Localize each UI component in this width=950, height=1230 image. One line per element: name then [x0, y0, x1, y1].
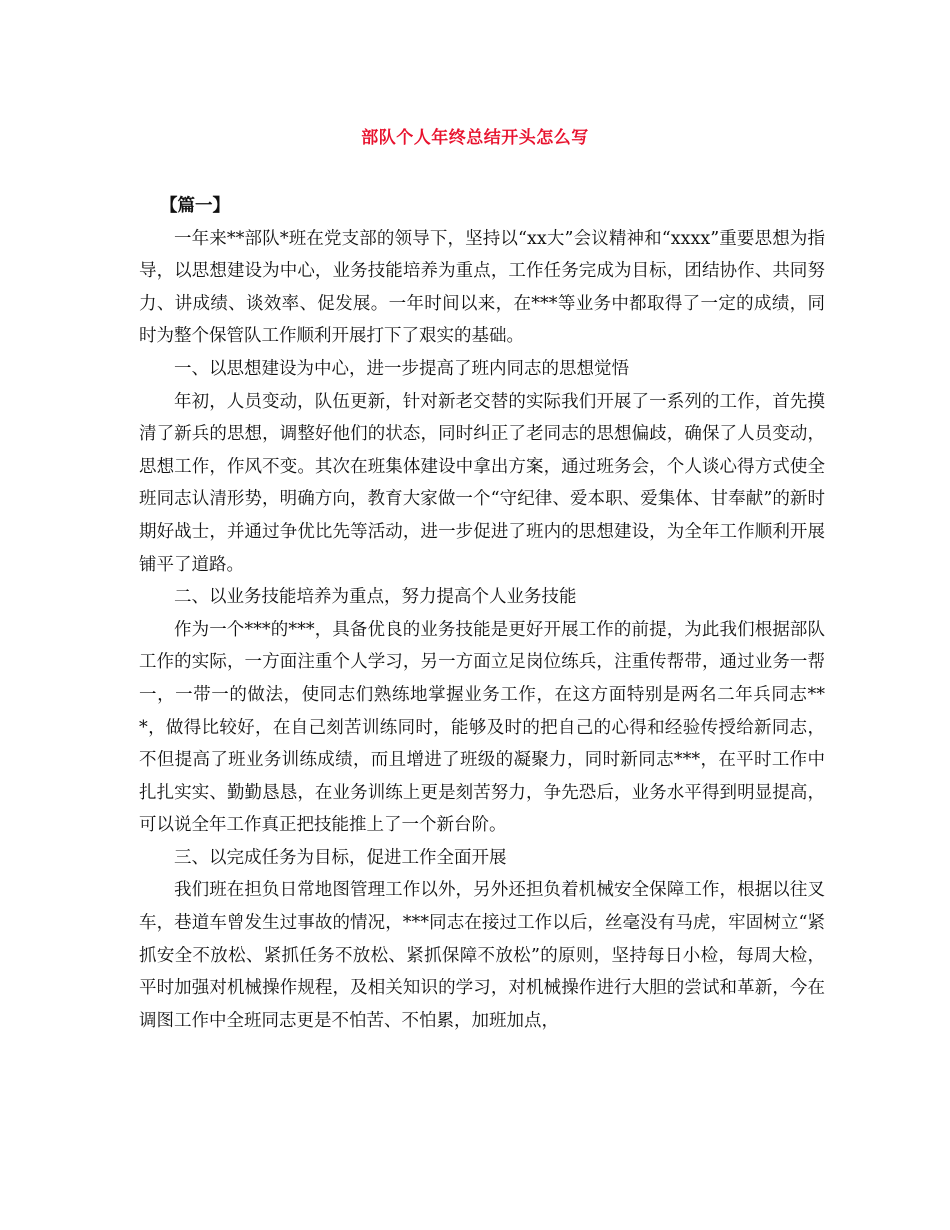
section-heading-2: 二、以业务技能培养为重点，努力提高个人业务技能 [174, 587, 577, 608]
document-title: 部队个人年终总结开头怎么写 [361, 128, 589, 148]
paragraph-skills-training: 作为一个***的***，具备优良的业务技能是更好开展工作的前提，为此我们根据部队工作的实际，一方面注重个人学习，另一方面立足岗位练兵，注重传帮带，通过业务一帮一，一带一的做法，使同志们熟练地掌握业务工作，在这方面特别是两名二年兵同志***，做得比较好，在自己刻苦训练同时，能够及时的把自己的心得和经验传授给新同志，不但提高了班业务训练成绩，而且增进了班级的凝聚力，同时新同志***，在平时工作中扎扎实实、勤勤恳恳，在业务训练上更是刻苦努力，争先恐后，业务水平得到明显提高，可以说全年工作真正把技能推上了一个新台阶。 [139, 619, 825, 836]
paragraph-thought-building: 年初，人员变动，队伍更新，针对新老交替的实际我们开展了一系列的工作，首先摸清了新兵的思想，调整好他们的状态，同时纠正了老同志的思想偏歧，确保了人员变动，思想工作，作风不变。其次在班集体建设中拿出方案，通过班务会，个人谈心得方式使全班同志认清形势，明确方向，教育大家做一个“守纪律、爱本职、爱集体、甘奉献”的新时期好战士，并通过争优比先等活动，进一步促进了班内的思想建设，为全年工作顺利开展铺平了道路。 [139, 391, 825, 575]
section-heading-1: 一、以思想建设为中心，进一步提高了班内同志的思想觉悟 [174, 358, 629, 379]
section-heading-3: 三、以完成任务为目标，促进工作全面开展 [174, 847, 507, 868]
paragraph-intro: 一年来**部队*班在党支部的领导下，坚持以“xx大”会议精神和“xxxx”重要思想为指导，以思想建设为中心，业务技能培养为重点，工作任务完成为目标，团结协作、共同努力、讲成绩、谈效率、促发展。一年时间以来，在***等业务中都取得了一定的成绩，同时为整个保管队工作顺利开展打下了艰实的基础。 [139, 228, 825, 347]
document-body [139, 190, 825, 1037]
paragraph-task-completion: 我们班在担负日常地图管理工作以外，另外还担负着机械安全保障工作，根据以往叉车，巷道车曾发生过事故的情况，***同志在接过工作以后，丝毫没有马虎，牢固树立“紧抓安全不放松、紧抓任务不放松、紧抓保障不放松”的原则，坚持每日小检，每周大检，平时加强对机械操作规程，及相关知识的学习，对机械操作进行大胆的尝试和革新，今在调图工作中全班同志更是不怕苦、不怕累，加班加点， [139, 880, 825, 1031]
section-label: 【篇一】 [160, 196, 230, 216]
